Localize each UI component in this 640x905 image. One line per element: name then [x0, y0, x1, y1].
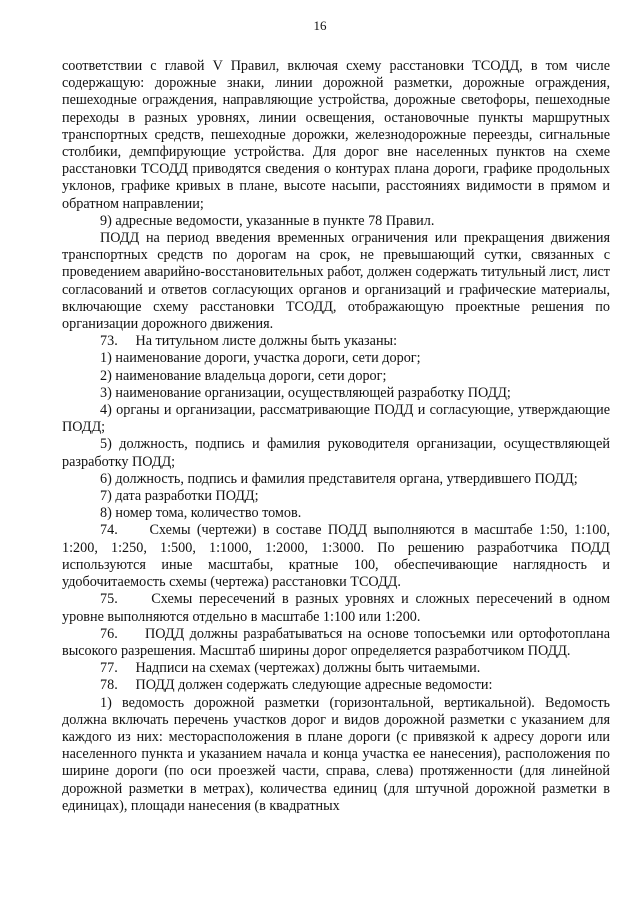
list-item-7: 7) дата разработки ПОДД;: [100, 488, 259, 505]
clause-76: 76. ПОДД должны разрабатываться на основе топосъемки или ортофотоплана высокого разрешения. Масштаб ширины дорог определяется разработчиком ПОДД.: [62, 625, 610, 659]
clause-73: 73. На титульном листе должны быть указаны:: [100, 333, 398, 350]
list-item-marking-statement: 1) ведомость дорожной разметки (горизонтальной, вертикальной). Ведомость должна включать перечень участков дорог и видов дорожной разметки с указанием для каждого из них: месторасположения в плане дороги (с привязкой к адресу дороги или населенного пункта и указанием начала и конца участка ее нанесения), расположения по ширине дороги (по оси проезжей части, справа, слева) протяженности (для линейной дорожной разметки в метрах), количества единиц (для штучной дорожной разметки в единицах), площади нанесения (в квадратных: [62, 694, 610, 814]
list-item-4: 4) органы и организации, рассматривающие ПОДД и согласующие, утверждающие ПОДД;: [62, 402, 610, 436]
clause-77: 77. Надписи на схемах (чертежах) должны быть читаемыми.: [100, 660, 481, 677]
list-item-5: 5) должность, подпись и фамилия руководителя организации, осуществляющей разработку ПОДД;: [62, 436, 610, 470]
list-item-9: 9) адресные ведомости, указанные в пункте 78 Правил.: [100, 212, 435, 229]
clause-74: 74. Схемы (чертежи) в составе ПОДД выполняются в масштабе 1:50, 1:100, 1:200, 1:250, 1:500, 1:1000, 1:2000, 1:3000. По решению разработчика ПОДД используются иные масштабы, кратные 100, обеспечивающие наглядность и удобочитаемость схемы (чертежа) расстановки ТСОДД.: [62, 522, 610, 591]
list-item-2: 2) наименование владельца дороги, сети дорог;: [100, 367, 387, 384]
paragraph-section-continuation: соответствии с главой V Правил, включая схему расстановки ТСОДД, в том числе содержащую: дорожные знаки, линии дорожной разметки, дорожные ограждения, пешеходные ограждения, направляющие устройства, дорожные светофоры, пешеходные переходы в разных уровнях, линии освещения, остановочные пункты маршрутных транспортных средств, пешеходные дорожки, железнодорожные переезды, сигнальные столбики, демпфирующие устройства. Для дорог вне населенных пунктов на схеме расстановки ТСОДД приводятся сведения о контурах плана дороги, графике продольных уклонов, графике кривых в плане, высоте насыпи, расстояниях видимости в прямом и обратном направлении;: [62, 58, 610, 212]
list-item-3: 3) наименование организации, осуществляющей разработку ПОДД;: [100, 384, 511, 401]
list-item-8: 8) номер тома, количество томов.: [100, 505, 302, 522]
list-item-1: 1) наименование дороги, участка дороги, сети дорог;: [100, 350, 421, 367]
clause-78: 78. ПОДД должен содержать следующие адресные ведомости:: [100, 677, 493, 694]
paragraph-temporary-restrictions: ПОДД на период введения временных ограничения или прекращения движения транспортных средств по дорогам на срок, не превышающий сутки, связанных с проведением аварийно-восстановительных работ, должен содержать титульный лист, лист согласований и ответов согласующих органов и организаций и графические материалы, включающие схему расстановки ТСОДД, отображающую проектные решения по организации дорожного движения.: [62, 230, 610, 333]
document-body: [62, 58, 610, 815]
list-item-6: 6) должность, подпись и фамилия представителя органа, утвердившего ПОДД;: [100, 470, 578, 487]
page-number: 16: [313, 18, 327, 33]
clause-75: 75. Схемы пересечений в разных уровнях и сложных пересечений в одном уровне выполняются отдельно в масштабе 1:100 или 1:200.: [62, 591, 610, 625]
